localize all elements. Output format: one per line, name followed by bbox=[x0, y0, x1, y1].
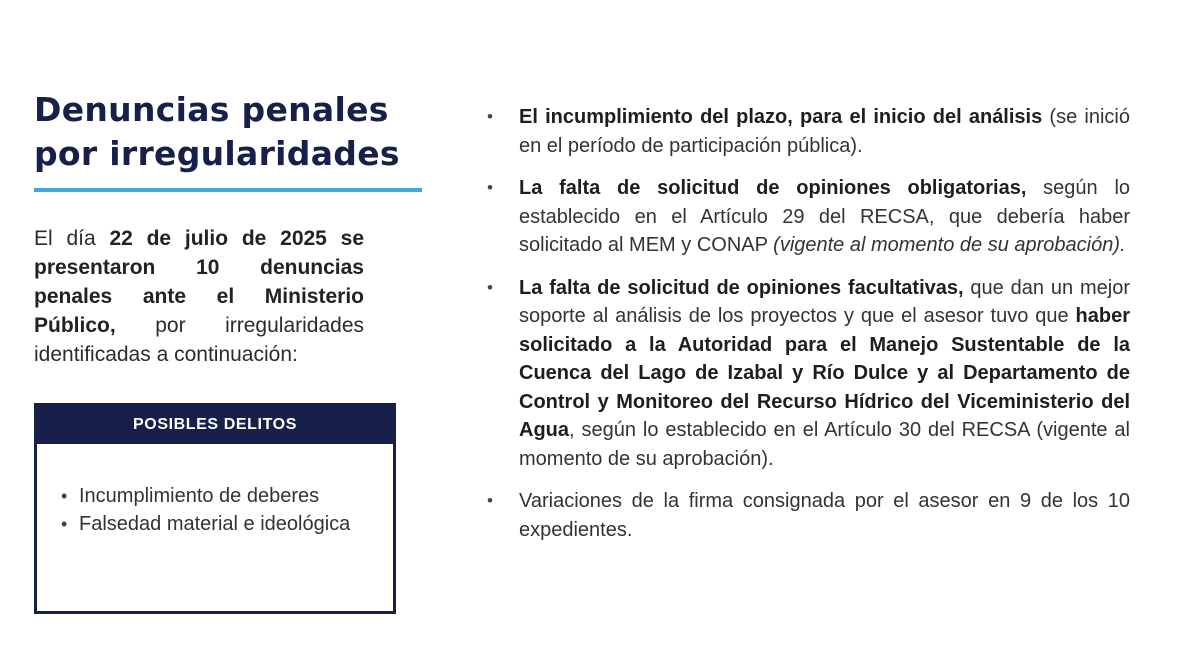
list-item bbox=[485, 174, 1130, 260]
bullet-icon: • bbox=[487, 107, 493, 126]
irregularities-list bbox=[485, 103, 1130, 544]
intro-post: por irregularidades identificadas a continuación: bbox=[34, 314, 364, 366]
possible-crimes-box bbox=[34, 403, 396, 614]
list-item bbox=[485, 487, 1130, 544]
intro-bold: 22 de julio de 2025 se presentaron 10 denuncias penales ante el Ministerio Público, bbox=[34, 227, 364, 337]
page-title-line-2: por irregularidades bbox=[34, 134, 400, 173]
crime-label: Falsedad material e ideológica bbox=[79, 513, 351, 535]
possible-crimes-list bbox=[37, 482, 393, 538]
list-item bbox=[59, 482, 373, 510]
page-title-line-1: Denuncias penales bbox=[34, 90, 389, 129]
bullet-icon: • bbox=[487, 277, 493, 297]
possible-crimes-header: POSIBLES DELITOS bbox=[37, 406, 393, 444]
bullet-text: (se inició en el período de participación pública). bbox=[519, 106, 1130, 157]
intro-paragraph bbox=[34, 224, 364, 369]
list-item bbox=[59, 510, 373, 538]
bullet-bold: La falta de solicitud de opiniones facultativas, bbox=[519, 276, 964, 299]
page-title bbox=[34, 88, 422, 176]
bullet-bold: El incumplimiento del plazo, para el inicio del análisis bbox=[519, 106, 1043, 128]
list-item bbox=[485, 274, 1130, 474]
bullet-text: según lo establecido en el Artículo 29 del RECSA, que debería haber solicitado al MEM y CONAP bbox=[519, 177, 1131, 256]
right-column bbox=[485, 103, 1130, 558]
bullet-text: que dan un mejor soporte al análisis de los proyectos y que el asesor tuvo que bbox=[519, 276, 1130, 327]
bullet-icon: • bbox=[61, 486, 68, 506]
bullet-icon: • bbox=[61, 514, 68, 534]
bullet-italic: (vigente al momento de su aprobación). bbox=[773, 234, 1126, 256]
left-column bbox=[34, 88, 422, 390]
bullet-text: , según lo establecido en el Artículo 30 del RECSA (vigente al momento de su aprobación). bbox=[519, 419, 1130, 470]
bullet-bold: haber solicitado a la Autoridad para el Manejo Sustentable de la Cuenca del Lago de Izabal y Río Dulce y al Departamento de Control y Monitoreo del Recurso Hídrico del Viceministerio del Agua bbox=[519, 305, 1130, 441]
list-item bbox=[485, 103, 1130, 160]
crime-label: Incumplimiento de deberes bbox=[79, 485, 320, 507]
bullet-icon: • bbox=[487, 178, 493, 197]
intro-pre: El día bbox=[34, 227, 110, 250]
bullet-text: Variaciones de la firma consignada por el asesor en 9 de los 10 expedientes. bbox=[519, 490, 1130, 541]
title-underline bbox=[34, 188, 422, 192]
bullet-icon: • bbox=[487, 491, 493, 510]
bullet-bold: La falta de solicitud de opiniones obligatorias, bbox=[519, 177, 1027, 199]
